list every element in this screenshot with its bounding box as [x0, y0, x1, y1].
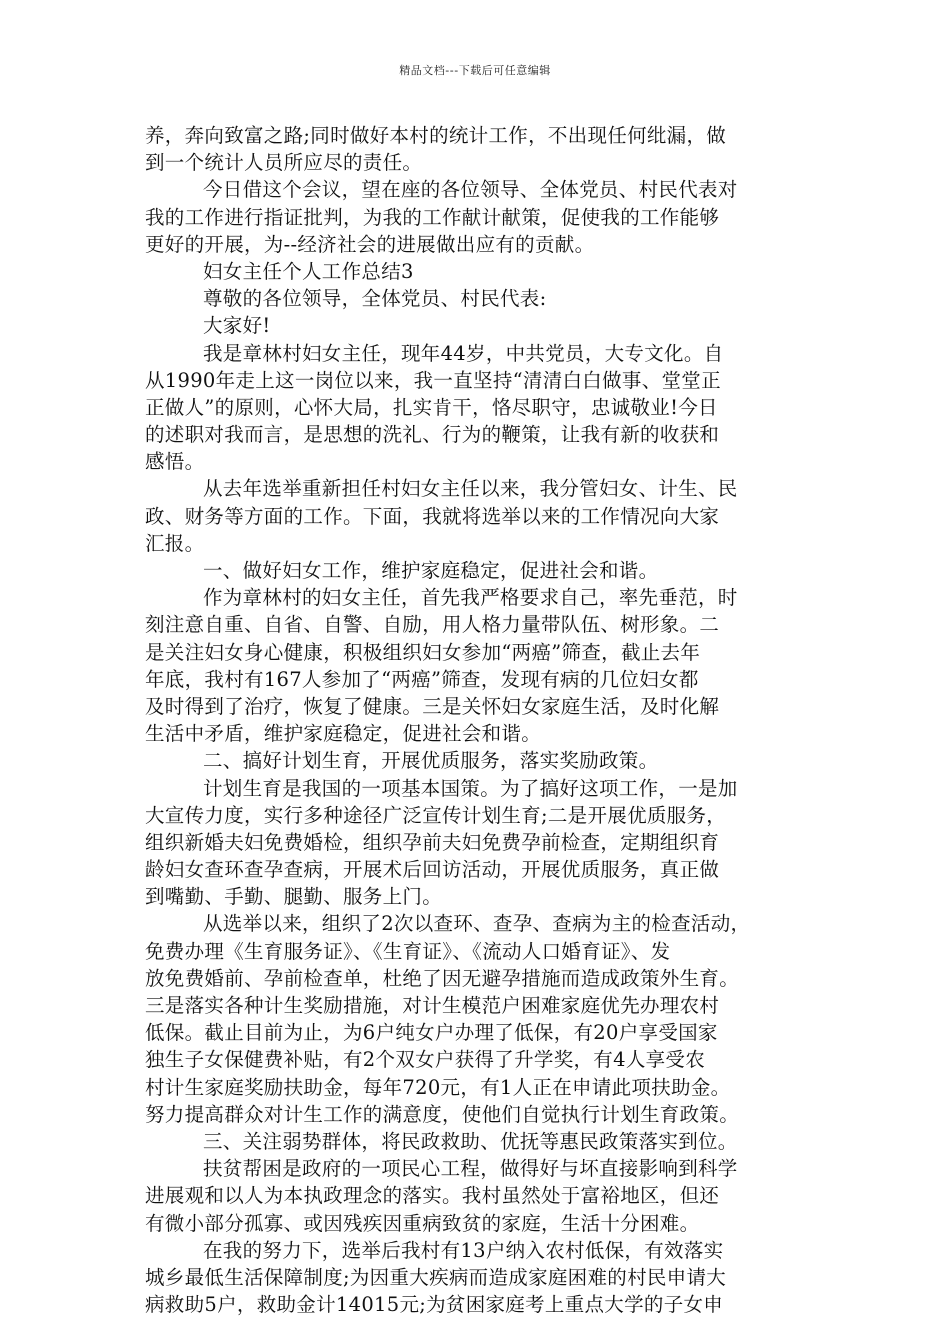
text-line: 在我的努力下，选举后我村有13户纳入农村低保，有效落实 — [203, 1238, 724, 1262]
text-line: 汇报。 — [145, 531, 205, 555]
text-line: 从去年选举重新担任村妇女主任以来，我分管妇女、计生、民 — [203, 477, 738, 501]
text-line: 计划生育是我国的一项基本国策。为了搞好这项工作，一是加 — [203, 776, 738, 800]
text-line: 从选举以来，组织了2次以查环、查孕、查病为主的检查活动， — [203, 912, 751, 936]
text-line: 生活中矛盾，维护家庭稳定，促进社会和谐。 — [145, 722, 542, 746]
text-line: 妇女主任个人工作总结3 — [203, 259, 414, 283]
text-line: 正做人”的原则，心怀大局，扎实肯干，恪尽职守，忠诚敬业!今日 — [145, 395, 718, 419]
text-line: 进展观和以人为本执政理念的落实。我村虽然处于富裕地区，但还 — [145, 1184, 720, 1208]
text-line: 到嘴勤、手勤、腿勤、服务上门。 — [145, 885, 443, 909]
text-line: 独生子女保健费补贴，有2个双女户获得了升学奖，有4人享受农 — [145, 1048, 706, 1072]
text-line: 到一个统计人员所应尽的责任。 — [145, 151, 423, 175]
text-line: 放免费婚前、孕前检查单，杜绝了因无避孕措施而造成政策外生育。 — [145, 966, 740, 990]
text-line: 村计生家庭奖励扶助金，每年720元，有1人正在申请此项扶助金。 — [145, 1075, 731, 1099]
text-line: 大家好! — [203, 314, 271, 338]
text-line: 养，奔向致富之路;同时做好本村的统计工作，不出现任何纰漏，做 — [145, 124, 727, 147]
text-line: 低保。截止目前为止，为6户纯女户办理了低保，有20户享受国家 — [145, 1021, 718, 1045]
text-line: 扶贫帮困是政府的一项民心工程，做得好与坏直接影响到科学 — [203, 1157, 738, 1181]
text-line: 更好的开展，为--经济社会的进展做出应有的贡献。 — [145, 232, 595, 256]
text-line: 及时得到了治疗，恢复了健康。三是关怀妇女家庭生活，及时化解 — [145, 694, 720, 718]
text-line: 感悟。 — [145, 450, 205, 474]
text-line: 的述职对我而言，是思想的洗礼、行为的鞭策，让我有新的收获和 — [145, 423, 720, 447]
text-line: 我的工作进行指证批判，为我的工作献计献策，促使我的工作能够 — [145, 205, 720, 229]
text-line: 城乡最低生活保障制度;为因重大疾病而造成家庭困难的村民申请大 — [145, 1265, 727, 1289]
text-line: 努力提高群众对计生工作的满意度，使他们自觉执行计划生育政策。 — [145, 1102, 740, 1126]
text-line: 二、搞好计划生育，开展优质服务，落实奖励政策。 — [203, 749, 659, 773]
document-body — [145, 122, 805, 1318]
text-line: 病救助5户，救助金计14015元;为贫困家庭考上重点大学的子女申 — [145, 1293, 724, 1317]
text-line: 政、财务等方面的工作。下面，我就将选举以来的工作情况向大家 — [145, 504, 720, 528]
text-line: 年底，我村有167人参加了“两癌”筛查，发现有病的几位妇女都 — [145, 667, 699, 691]
text-line: 大宣传力度，实行多种途径广泛宣传计划生育;二是开展优质服务， — [145, 803, 727, 827]
text-line: 从1990年走上这一岗位以来，我一直坚持“清清白白做事、堂堂正 — [145, 368, 721, 392]
text-line: 三、关注弱势群体，将民政救助、优抚等惠民政策落实到位。 — [203, 1129, 738, 1153]
text-line: 刻注意自重、自省、自警、自励，用人格力量带队伍、树形象。二 — [145, 613, 720, 637]
text-line: 三是落实各种计生奖励措施，对计生模范户困难家庭优先办理农村 — [145, 994, 720, 1017]
text-line: 龄妇女查环查孕查病，开展术后回访活动，开展优质服务，真正做 — [145, 858, 720, 882]
text-line: 尊敬的各位领导，全体党员、村民代表: — [203, 287, 547, 311]
text-line: 一、做好妇女工作，维护家庭稳定，促进社会和谐。 — [203, 559, 659, 582]
text-line: 是关注妇女身心健康，积极组织妇女参加“两癌”筛查，截止去年 — [145, 640, 701, 664]
text-line: 免费办理《生育服务证》、《生育证》、《流动人口婚育证》、发 — [145, 939, 671, 963]
text-line: 今日借这个会议，望在座的各位领导、全体党员、村民代表对 — [203, 178, 738, 202]
text-line: 作为章林村的妇女主任，首先我严格要求自己，率先垂范，时 — [203, 586, 738, 610]
text-line: 我是章林村妇女主任，现年44岁，中共党员，大专文化。自 — [203, 341, 724, 365]
text-line: 组织新婚夫妇免费婚检，组织孕前夫妇免费孕前检查，定期组织育 — [145, 830, 720, 854]
page-header: 精品文档---下载后可任意编辑 — [399, 64, 551, 77]
text-line: 有微小部分孤寡、或因残疾因重病致贫的家庭，生活十分困难。 — [145, 1211, 700, 1235]
